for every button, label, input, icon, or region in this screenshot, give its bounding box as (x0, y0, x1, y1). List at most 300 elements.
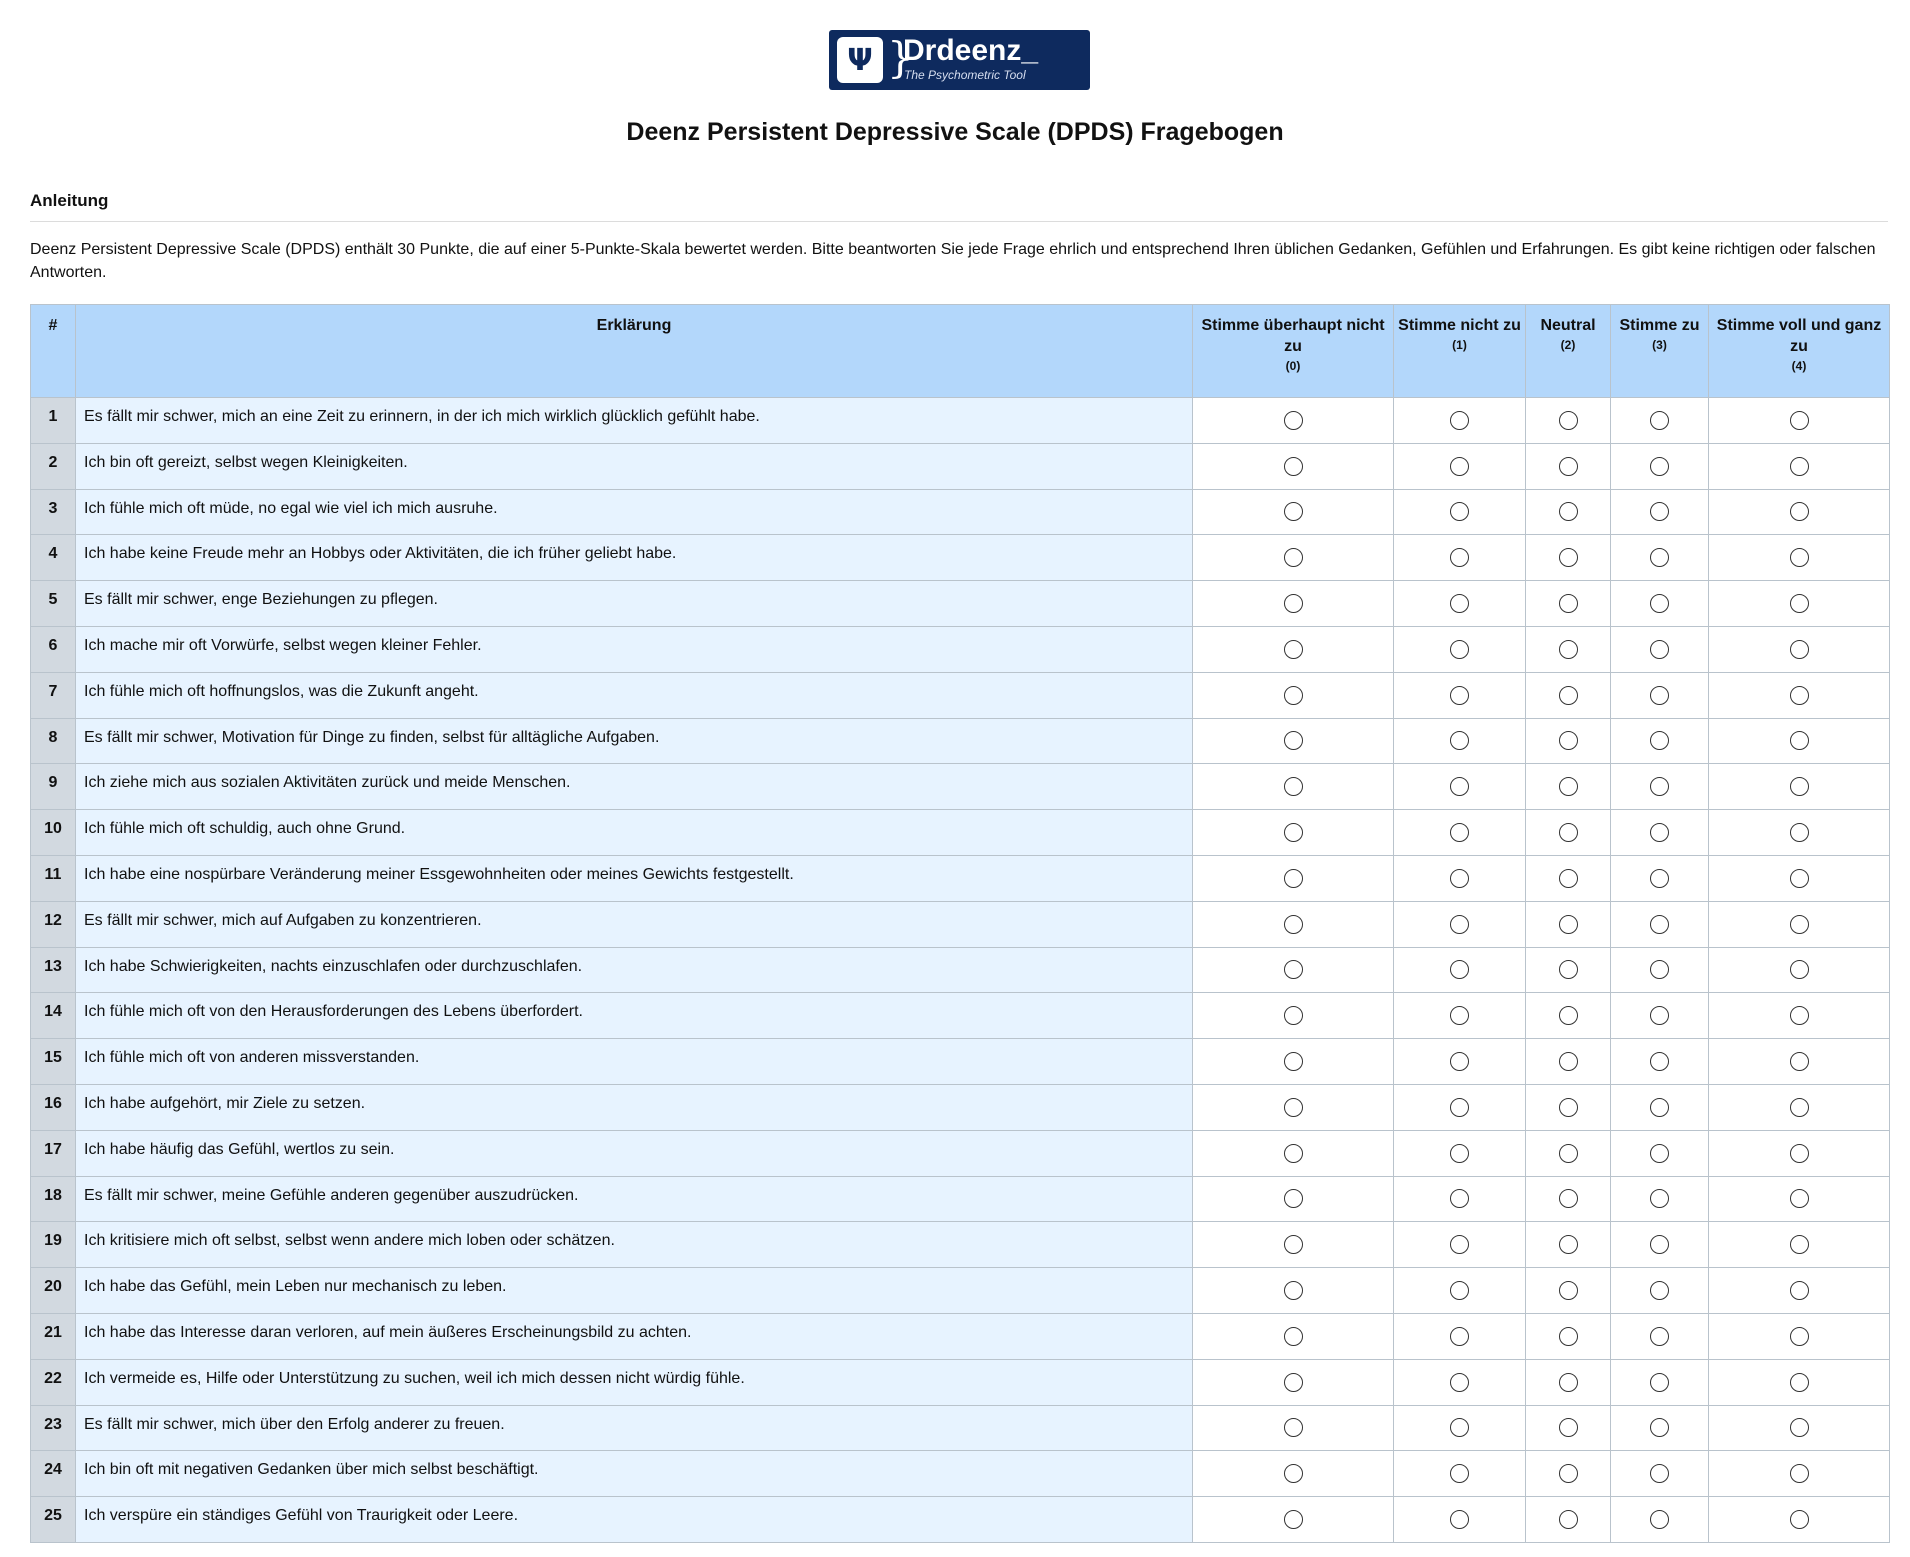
radio-option-4[interactable] (1790, 1006, 1809, 1025)
radio-option-4[interactable] (1790, 1464, 1809, 1483)
logo-name: Drdeenz_ (903, 34, 1039, 67)
option-cell (1709, 901, 1890, 947)
radio-option-1[interactable] (1450, 869, 1469, 888)
radio-option-2[interactable] (1559, 1418, 1578, 1437)
row-statement: Ich mache mir oft Vorwürfe, selbst wegen kleiner Fehler. (76, 626, 1193, 672)
radio-option-3[interactable] (1650, 502, 1669, 521)
table-row (31, 1176, 1890, 1222)
option-cell (1394, 535, 1526, 581)
option-cell (1611, 581, 1709, 627)
option-cell (1709, 672, 1890, 718)
radio-option-1[interactable] (1450, 502, 1469, 521)
radio-option-4[interactable] (1790, 1052, 1809, 1071)
page-title: Deenz Persistent Depressive Scale (DPDS) Fragebogen (626, 118, 1284, 146)
option-cell (1394, 810, 1526, 856)
option-cell (1611, 855, 1709, 901)
table-row (31, 581, 1890, 627)
radio-option-4[interactable] (1790, 1327, 1809, 1346)
radio-option-2[interactable] (1559, 1464, 1578, 1483)
table-row (31, 1497, 1890, 1543)
header-option-1 (1394, 305, 1526, 398)
radio-option-1[interactable] (1450, 1052, 1469, 1071)
radio-option-3[interactable] (1650, 457, 1669, 476)
table-row (31, 1451, 1890, 1497)
option-cell (1193, 1222, 1394, 1268)
option-cell (1611, 810, 1709, 856)
option-cell (1709, 993, 1890, 1039)
option-cell (1394, 1176, 1526, 1222)
option-cell (1709, 1039, 1890, 1085)
radio-option-0[interactable] (1284, 594, 1303, 613)
header-statement: Erklärung (76, 305, 1193, 398)
radio-option-3[interactable] (1650, 960, 1669, 979)
option-cell (1611, 1268, 1709, 1314)
option-cell (1394, 718, 1526, 764)
radio-option-0[interactable] (1284, 823, 1303, 842)
table-row (31, 626, 1890, 672)
radio-option-1[interactable] (1450, 411, 1469, 430)
radio-option-0[interactable] (1284, 548, 1303, 567)
radio-option-1[interactable] (1450, 640, 1469, 659)
option-cell (1193, 810, 1394, 856)
radio-option-2[interactable] (1559, 548, 1578, 567)
row-statement: Ich habe häufig das Gefühl, wertlos zu sein. (76, 1130, 1193, 1176)
radio-option-0[interactable] (1284, 1235, 1303, 1254)
option-cell (1611, 489, 1709, 535)
psi-icon: Ψ (837, 37, 883, 83)
radio-option-4[interactable] (1790, 960, 1809, 979)
radio-option-1[interactable] (1450, 1464, 1469, 1483)
radio-option-2[interactable] (1559, 1189, 1578, 1208)
radio-option-3[interactable] (1650, 1098, 1669, 1117)
radio-option-4[interactable] (1790, 594, 1809, 613)
instructions-text: Deenz Persistent Depressive Scale (DPDS) enthält 30 Punkte, die auf einer 5-Punkte-Skala bewertet werden. Bitte beantworten Sie jede Frage ehrlich und entsprechend Ihren üblichen Gedanken, Gefühlen und Erfahrungen. Es gibt keine richtigen oder falschen Antworten. (30, 241, 1876, 281)
option-cell (1611, 443, 1709, 489)
radio-option-1[interactable] (1450, 731, 1469, 750)
table-row (31, 535, 1890, 581)
option-cell (1193, 581, 1394, 627)
row-number: 1 (31, 398, 76, 444)
radio-option-1[interactable] (1450, 1006, 1469, 1025)
option-cell (1526, 581, 1611, 627)
option-cell (1193, 672, 1394, 718)
row-statement: Es fällt mir schwer, mich auf Aufgaben zu konzentrieren. (76, 901, 1193, 947)
option-cell (1611, 672, 1709, 718)
radio-option-0[interactable] (1284, 1281, 1303, 1300)
row-number: 23 (31, 1405, 76, 1451)
table-row (31, 1359, 1890, 1405)
row-number: 15 (31, 1039, 76, 1085)
table-row (31, 672, 1890, 718)
table-body (31, 398, 1890, 1543)
radio-option-3[interactable] (1650, 915, 1669, 934)
radio-option-2[interactable] (1559, 1144, 1578, 1163)
option-cell (1526, 1497, 1611, 1543)
option-cell (1611, 1405, 1709, 1451)
table-row (31, 901, 1890, 947)
radio-option-1[interactable] (1450, 1189, 1469, 1208)
option-cell (1193, 489, 1394, 535)
radio-option-4[interactable] (1790, 1098, 1809, 1117)
option-cell (1611, 718, 1709, 764)
radio-option-3[interactable] (1650, 1418, 1669, 1437)
option-cell (1193, 901, 1394, 947)
radio-option-1[interactable] (1450, 1098, 1469, 1117)
option-label: Stimme nicht zu (1398, 317, 1521, 334)
option-value: (2) (1560, 338, 1576, 352)
radio-option-1[interactable] (1450, 1373, 1469, 1392)
radio-option-4[interactable] (1790, 1281, 1809, 1300)
radio-option-4[interactable] (1790, 457, 1809, 476)
radio-option-2[interactable] (1559, 411, 1578, 430)
radio-option-0[interactable] (1284, 1510, 1303, 1529)
row-statement: Es fällt mir schwer, mich an eine Zeit zu erinnern, in der ich mich wirklich glücklich gefühlt habe. (76, 398, 1193, 444)
radio-option-3[interactable] (1650, 411, 1669, 430)
option-cell (1394, 1130, 1526, 1176)
radio-option-2[interactable] (1559, 640, 1578, 659)
row-number: 20 (31, 1268, 76, 1314)
option-cell (1709, 1176, 1890, 1222)
radio-option-3[interactable] (1650, 777, 1669, 796)
table-row (31, 443, 1890, 489)
option-cell (1394, 626, 1526, 672)
radio-option-3[interactable] (1650, 1510, 1669, 1529)
radio-option-2[interactable] (1559, 502, 1578, 521)
row-statement: Ich bin oft mit negativen Gedanken über mich selbst beschäftigt. (76, 1451, 1193, 1497)
radio-option-2[interactable] (1559, 731, 1578, 750)
option-cell (1526, 398, 1611, 444)
radio-option-0[interactable] (1284, 640, 1303, 659)
option-cell (1611, 535, 1709, 581)
radio-option-0[interactable] (1284, 1189, 1303, 1208)
radio-option-3[interactable] (1650, 1144, 1669, 1163)
row-number: 4 (31, 535, 76, 581)
option-cell (1394, 1313, 1526, 1359)
option-cell (1526, 1405, 1611, 1451)
radio-option-3[interactable] (1650, 640, 1669, 659)
option-cell (1709, 855, 1890, 901)
table-row (31, 1268, 1890, 1314)
radio-option-1[interactable] (1450, 686, 1469, 705)
radio-option-0[interactable] (1284, 411, 1303, 430)
radio-option-4[interactable] (1790, 548, 1809, 567)
row-statement: Es fällt mir schwer, enge Beziehungen zu pflegen. (76, 581, 1193, 627)
radio-option-1[interactable] (1450, 457, 1469, 476)
radio-option-0[interactable] (1284, 1052, 1303, 1071)
radio-option-2[interactable] (1559, 869, 1578, 888)
table-row (31, 1039, 1890, 1085)
radio-option-1[interactable] (1450, 1510, 1469, 1529)
option-cell (1193, 1405, 1394, 1451)
radio-option-4[interactable] (1790, 640, 1809, 659)
radio-option-0[interactable] (1284, 502, 1303, 521)
radio-option-4[interactable] (1790, 1144, 1809, 1163)
row-number: 8 (31, 718, 76, 764)
radio-option-0[interactable] (1284, 1144, 1303, 1163)
option-cell (1193, 1130, 1394, 1176)
option-cell (1709, 764, 1890, 810)
option-value: (0) (1285, 359, 1301, 373)
radio-option-0[interactable] (1284, 1006, 1303, 1025)
row-number: 25 (31, 1497, 76, 1543)
row-number: 14 (31, 993, 76, 1039)
option-cell (1709, 1313, 1890, 1359)
radio-option-3[interactable] (1650, 548, 1669, 567)
radio-option-3[interactable] (1650, 1006, 1669, 1025)
radio-option-1[interactable] (1450, 1144, 1469, 1163)
row-statement: Ich fühle mich oft hoffnungslos, was die Zukunft angeht. (76, 672, 1193, 718)
radio-option-1[interactable] (1450, 1235, 1469, 1254)
option-cell (1709, 1268, 1890, 1314)
option-cell (1611, 1359, 1709, 1405)
option-cell (1611, 1039, 1709, 1085)
radio-option-0[interactable] (1284, 1098, 1303, 1117)
row-statement: Ich habe eine nospürbare Veränderung meiner Essgewohnheiten oder meines Gewichts festgestellt. (76, 855, 1193, 901)
row-number: 3 (31, 489, 76, 535)
radio-option-3[interactable] (1650, 1052, 1669, 1071)
radio-option-0[interactable] (1284, 1464, 1303, 1483)
table-row (31, 1405, 1890, 1451)
table-row (31, 398, 1890, 444)
option-cell (1526, 1222, 1611, 1268)
option-cell (1709, 489, 1890, 535)
row-number: 22 (31, 1359, 76, 1405)
radio-option-0[interactable] (1284, 731, 1303, 750)
radio-option-4[interactable] (1790, 411, 1809, 430)
option-cell (1611, 764, 1709, 810)
radio-option-1[interactable] (1450, 1327, 1469, 1346)
option-cell (1611, 1176, 1709, 1222)
option-cell (1394, 1084, 1526, 1130)
option-cell (1193, 855, 1394, 901)
option-cell (1526, 1039, 1611, 1085)
radio-option-4[interactable] (1790, 1189, 1809, 1208)
radio-option-2[interactable] (1559, 823, 1578, 842)
logo-tagline: The Psychometric Tool (904, 68, 1026, 82)
row-statement: Ich verspüre ein ständiges Gefühl von Traurigkeit oder Leere. (76, 1497, 1193, 1543)
option-cell (1394, 1268, 1526, 1314)
row-number: 2 (31, 443, 76, 489)
row-number: 24 (31, 1451, 76, 1497)
radio-option-2[interactable] (1559, 960, 1578, 979)
radio-option-0[interactable] (1284, 777, 1303, 796)
option-cell (1394, 1222, 1526, 1268)
row-statement: Ich fühle mich oft von den Herausforderungen des Lebens überfordert. (76, 993, 1193, 1039)
radio-option-3[interactable] (1650, 1373, 1669, 1392)
table-row (31, 855, 1890, 901)
option-cell (1611, 1222, 1709, 1268)
option-cell (1611, 993, 1709, 1039)
radio-option-4[interactable] (1790, 869, 1809, 888)
option-cell (1709, 1497, 1890, 1543)
radio-option-3[interactable] (1650, 1464, 1669, 1483)
radio-option-3[interactable] (1650, 1189, 1669, 1208)
radio-option-2[interactable] (1559, 1510, 1578, 1529)
radio-option-1[interactable] (1450, 594, 1469, 613)
radio-option-2[interactable] (1559, 1052, 1578, 1071)
option-cell (1394, 764, 1526, 810)
radio-option-4[interactable] (1790, 686, 1809, 705)
option-cell (1193, 1039, 1394, 1085)
option-cell (1709, 626, 1890, 672)
option-cell (1193, 443, 1394, 489)
radio-option-3[interactable] (1650, 731, 1669, 750)
option-cell (1394, 581, 1526, 627)
radio-option-2[interactable] (1559, 1373, 1578, 1392)
row-number: 11 (31, 855, 76, 901)
table-row (31, 947, 1890, 993)
option-cell (1193, 535, 1394, 581)
row-number: 19 (31, 1222, 76, 1268)
radio-option-0[interactable] (1284, 1418, 1303, 1437)
radio-option-0[interactable] (1284, 1373, 1303, 1392)
row-statement: Ich habe keine Freude mehr an Hobbys oder Aktivitäten, die ich früher geliebt habe. (76, 535, 1193, 581)
row-statement: Ich habe Schwierigkeiten, nachts einzuschlafen oder durchzuschlafen. (76, 947, 1193, 993)
radio-option-0[interactable] (1284, 457, 1303, 476)
radio-option-2[interactable] (1559, 1327, 1578, 1346)
row-number: 21 (31, 1313, 76, 1359)
option-cell (1526, 443, 1611, 489)
option-cell (1526, 489, 1611, 535)
radio-option-3[interactable] (1650, 869, 1669, 888)
radio-option-0[interactable] (1284, 960, 1303, 979)
option-cell (1611, 1497, 1709, 1543)
option-cell (1709, 1359, 1890, 1405)
radio-option-4[interactable] (1790, 1510, 1809, 1529)
row-number: 17 (31, 1130, 76, 1176)
option-cell (1394, 1039, 1526, 1085)
option-cell (1526, 1359, 1611, 1405)
radio-option-3[interactable] (1650, 594, 1669, 613)
table-header-row (31, 305, 1890, 398)
radio-option-0[interactable] (1284, 869, 1303, 888)
radio-option-1[interactable] (1450, 915, 1469, 934)
radio-option-2[interactable] (1559, 1235, 1578, 1254)
option-cell (1611, 1130, 1709, 1176)
header-option-0 (1193, 305, 1394, 398)
radio-option-3[interactable] (1650, 1327, 1669, 1346)
option-cell (1193, 764, 1394, 810)
option-value: (4) (1791, 359, 1807, 373)
radio-option-2[interactable] (1559, 594, 1578, 613)
option-cell (1611, 901, 1709, 947)
option-label: Stimme zu (1619, 317, 1700, 334)
radio-option-3[interactable] (1650, 686, 1669, 705)
row-statement: Ich fühle mich oft schuldig, auch ohne Grund. (76, 810, 1193, 856)
option-cell (1394, 672, 1526, 718)
radio-option-3[interactable] (1650, 1235, 1669, 1254)
row-number: 13 (31, 947, 76, 993)
radio-option-2[interactable] (1559, 457, 1578, 476)
radio-option-1[interactable] (1450, 823, 1469, 842)
row-statement: Ich bin oft gereizt, selbst wegen Kleinigkeiten. (76, 443, 1193, 489)
option-cell (1526, 672, 1611, 718)
option-cell (1193, 626, 1394, 672)
questionnaire-table (30, 304, 1890, 1543)
option-cell (1611, 1313, 1709, 1359)
row-statement: Ich habe das Interesse daran verloren, auf mein äußeres Erscheinungsbild zu achten. (76, 1313, 1193, 1359)
radio-option-1[interactable] (1450, 548, 1469, 567)
radio-option-0[interactable] (1284, 1327, 1303, 1346)
radio-option-1[interactable] (1450, 777, 1469, 796)
row-number: 18 (31, 1176, 76, 1222)
radio-option-2[interactable] (1559, 1281, 1578, 1300)
table-row (31, 1084, 1890, 1130)
row-statement: Es fällt mir schwer, Motivation für Dinge zu finden, selbst für alltägliche Aufgaben. (76, 718, 1193, 764)
option-cell (1394, 855, 1526, 901)
radio-option-0[interactable] (1284, 686, 1303, 705)
row-statement: Ich kritisiere mich oft selbst, selbst wenn andere mich loben oder schätzen. (76, 1222, 1193, 1268)
option-cell (1526, 718, 1611, 764)
option-cell (1193, 1313, 1394, 1359)
row-statement: Ich fühle mich oft müde, no egal wie viel ich mich ausruhe. (76, 489, 1193, 535)
table-row (31, 718, 1890, 764)
option-cell (1709, 581, 1890, 627)
option-cell (1709, 718, 1890, 764)
option-cell (1709, 535, 1890, 581)
row-number: 10 (31, 810, 76, 856)
option-cell (1709, 398, 1890, 444)
option-cell (1526, 993, 1611, 1039)
radio-option-2[interactable] (1559, 777, 1578, 796)
option-cell (1526, 1176, 1611, 1222)
radio-option-1[interactable] (1450, 1281, 1469, 1300)
option-cell (1394, 1497, 1526, 1543)
option-cell (1193, 1497, 1394, 1543)
radio-option-2[interactable] (1559, 686, 1578, 705)
row-number: 5 (31, 581, 76, 627)
option-cell (1526, 1313, 1611, 1359)
option-cell (1193, 993, 1394, 1039)
radio-option-3[interactable] (1650, 823, 1669, 842)
radio-option-2[interactable] (1559, 1098, 1578, 1117)
radio-option-3[interactable] (1650, 1281, 1669, 1300)
option-cell (1709, 1451, 1890, 1497)
header-option-2 (1526, 305, 1611, 398)
radio-option-2[interactable] (1559, 915, 1578, 934)
option-cell (1394, 489, 1526, 535)
radio-option-1[interactable] (1450, 1418, 1469, 1437)
row-statement: Ich vermeide es, Hilfe oder Unterstützung zu suchen, weil ich mich dessen nicht würdig fühle. (76, 1359, 1193, 1405)
radio-option-4[interactable] (1790, 731, 1809, 750)
row-statement: Es fällt mir schwer, mich über den Erfolg anderer zu freuen. (76, 1405, 1193, 1451)
radio-option-0[interactable] (1284, 915, 1303, 934)
option-cell (1394, 1451, 1526, 1497)
option-cell (1709, 1084, 1890, 1130)
header-option-3 (1611, 305, 1709, 398)
option-cell (1193, 1451, 1394, 1497)
option-cell (1611, 947, 1709, 993)
row-statement: Es fällt mir schwer, meine Gefühle anderen gegenüber auszudrücken. (76, 1176, 1193, 1222)
option-cell (1193, 1084, 1394, 1130)
radio-option-2[interactable] (1559, 1006, 1578, 1025)
divider (30, 221, 1888, 222)
radio-option-4[interactable] (1790, 1373, 1809, 1392)
radio-option-1[interactable] (1450, 960, 1469, 979)
radio-option-4[interactable] (1790, 1418, 1809, 1437)
radio-option-4[interactable] (1790, 777, 1809, 796)
radio-option-4[interactable] (1790, 1235, 1809, 1254)
option-cell (1526, 810, 1611, 856)
radio-option-4[interactable] (1790, 823, 1809, 842)
instructions-heading: Anleitung (30, 191, 109, 210)
option-cell (1193, 1176, 1394, 1222)
option-cell (1526, 535, 1611, 581)
option-cell (1526, 1084, 1611, 1130)
option-cell (1709, 1405, 1890, 1451)
radio-option-4[interactable] (1790, 502, 1809, 521)
radio-option-4[interactable] (1790, 915, 1809, 934)
